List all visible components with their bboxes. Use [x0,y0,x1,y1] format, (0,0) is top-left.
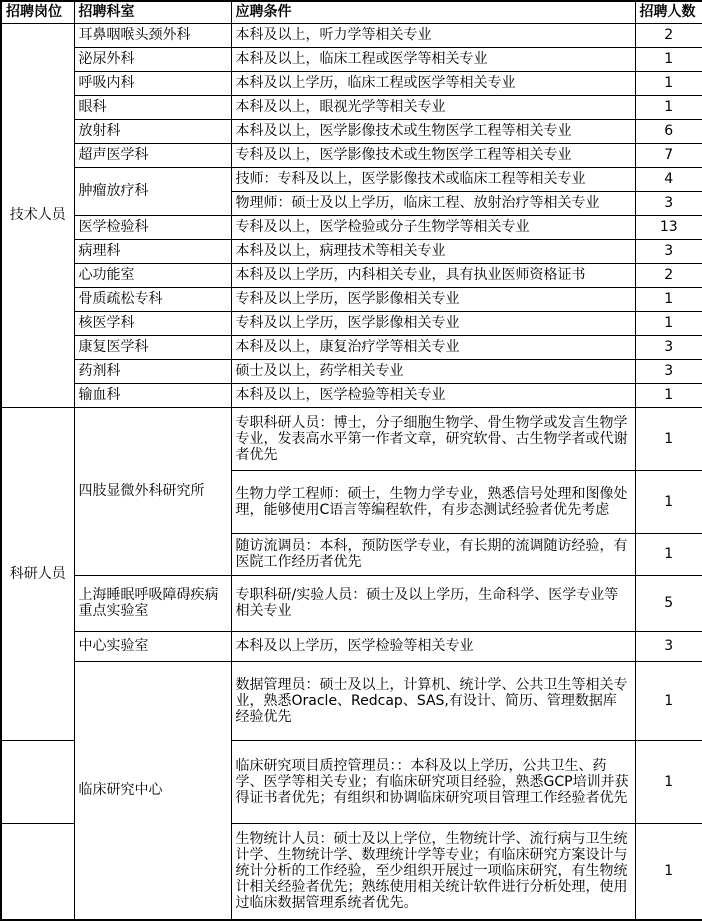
headcount-cell: 3 [635,359,702,383]
requirements-cell: 专职科研人员：博士，分子细胞生物学、骨生物学或发言生物学专业，发表高水平第一作者文章，研究软骨、古生物学者或代谢者优先 [231,407,635,470]
headcount-cell: 1 [635,823,702,920]
department-cell: 肿瘤放疗科 [74,167,231,215]
requirements-cell: 硕士及以上，药学相关专业 [231,359,635,383]
requirements-cell: 本科及以上，医学检验等相关专业 [231,383,635,407]
department-cell: 泌尿外科 [74,47,231,71]
requirements-cell: 物理师：硕士及以上学历，临床工程、放射治疗等相关专业 [231,191,635,215]
header-position: 招聘岗位 [1,1,74,23]
headcount-cell: 1 [635,383,702,407]
table-row [1,215,702,239]
requirements-cell: 本科及以上学历，医学检验等相关专业 [231,631,635,661]
headcount-cell: 1 [635,470,702,533]
position-cell [1,740,74,823]
header-requirements: 应聘条件 [231,1,635,23]
requirements-cell: 本科及以上，眼视光学等相关专业 [231,95,635,119]
position-cell [1,823,74,920]
headcount-cell: 1 [635,533,702,575]
requirements-cell: 专科及以上，医学影像技术或生物医学工程等相关专业 [231,143,635,167]
department-cell: 核医学科 [74,311,231,335]
requirements-cell: 随访流调员：本科，预防医学专业，有长期的流调随访经验，有医院工作经历者优先 [231,533,635,575]
table-row [1,167,702,191]
headcount-cell: 13 [635,215,702,239]
table-row [1,383,702,407]
headcount-cell: 3 [635,191,702,215]
requirements-cell: 数据管理员：硕士及以上，计算机、统计学、公共卫生等相关专业，熟悉Oracle、Redcap、SAS,有设计、简历、管理数据库经验优先 [231,661,635,740]
table-header [1,1,702,23]
table-row [1,661,702,740]
requirements-cell: 专科及以上，医学检验或分子生物学等相关专业 [231,215,635,239]
headcount-cell: 6 [635,119,702,143]
table-row [1,407,702,470]
headcount-cell: 5 [635,575,702,631]
table-row [1,359,702,383]
position-cell: 技术人员 [1,23,74,407]
requirements-cell: 本科及以上学历，临床工程或医学等相关专业 [231,71,635,95]
requirements-cell: 技师：专科及以上，医学影像技术或临床工程等相关专业 [231,167,635,191]
requirements-cell: 专科及以上学历，医学影像相关专业 [231,287,635,311]
requirements-cell: 本科及以上，医学影像技术或生物医学工程等相关专业 [231,119,635,143]
table-row [1,47,702,71]
requirements-cell: 本科及以上学历，内科相关专业，具有执业医师资格证书 [231,263,635,287]
table-row [1,575,702,631]
department-cell: 医学检验科 [74,215,231,239]
headcount-cell: 3 [635,239,702,263]
department-cell: 上海睡眠呼吸障碍疾病重点实验室 [74,575,231,631]
headcount-cell: 2 [635,23,702,47]
requirements-cell: 临床研究项目质控管理员：：本科及以上学历，公共卫生、药学、医学等相关专业；有临床研究项目经验，熟悉GCP培训并获得证书者优先；有组织和协调临床研究项目管理工作经验者优先 [231,740,635,823]
header-headcount: 招聘人数 [635,1,702,23]
department-cell: 放射科 [74,119,231,143]
headcount-cell: 1 [635,95,702,119]
department-cell: 康复医学科 [74,335,231,359]
headcount-cell: 1 [635,311,702,335]
department-cell: 超声医学科 [74,143,231,167]
table-body [1,23,702,920]
department-cell: 药剂科 [74,359,231,383]
table-row [1,95,702,119]
headcount-cell: 3 [635,631,702,661]
table-row [1,263,702,287]
headcount-cell: 1 [635,740,702,823]
headcount-cell: 7 [635,143,702,167]
requirements-cell: 专职科研/实验人员：硕士及以上学历，生命科学、医学专业等相关专业 [231,575,635,631]
department-cell: 输血科 [74,383,231,407]
position-cell: 科研人员 [1,407,74,740]
table-row [1,23,702,47]
department-cell: 眼科 [74,95,231,119]
table-row [1,71,702,95]
requirements-cell: 本科及以上，临床工程或医学等相关专业 [231,47,635,71]
headcount-cell: 4 [635,167,702,191]
table-row [1,631,702,661]
department-cell: 中心实验室 [74,631,231,661]
department-cell: 四肢显微外科研究所 [74,407,231,575]
table-row [1,335,702,359]
requirements-cell: 专科及以上学历，医学影像相关专业 [231,311,635,335]
headcount-cell: 1 [635,71,702,95]
headcount-cell: 2 [635,263,702,287]
department-cell: 病理科 [74,239,231,263]
table-row [1,287,702,311]
department-cell: 耳鼻咽喉头颈外科 [74,23,231,47]
department-cell: 心功能室 [74,263,231,287]
table-row [1,143,702,167]
requirements-cell: 生物统计人员：硕士及以上学位，生物统计学、流行病与卫生统计学、生物统计学、数理统计学等专业；有临床研究方案设计与统计分析的工作经验，至少组织开展过一项临床研究，有生物统计相关经验者优先；熟练使用相关统计软件进行分析处理，使用过临床数据管理系统者优先。 [231,823,635,920]
requirements-cell: 本科及以上，康复治疗学等相关专业 [231,335,635,359]
headcount-cell: 3 [635,335,702,359]
headcount-cell: 1 [635,407,702,470]
table-row [1,119,702,143]
department-cell: 呼吸内科 [74,71,231,95]
header-department: 招聘科室 [74,1,231,23]
department-cell: 临床研究中心 [74,661,231,920]
table-row [1,239,702,263]
headcount-cell: 1 [635,661,702,740]
headcount-cell: 1 [635,47,702,71]
requirements-cell: 本科及以上，病理技术等相关专业 [231,239,635,263]
requirements-cell: 本科及以上，听力学等相关专业 [231,23,635,47]
table-row [1,311,702,335]
header-row [1,1,702,23]
headcount-cell: 1 [635,287,702,311]
department-cell: 骨质疏松专科 [74,287,231,311]
requirements-cell: 生物力学工程师：硕士，生物力学专业，熟悉信号处理和图像处理，能够使用C语言等编程软件，有步态测试经验者优先考虑 [231,470,635,533]
